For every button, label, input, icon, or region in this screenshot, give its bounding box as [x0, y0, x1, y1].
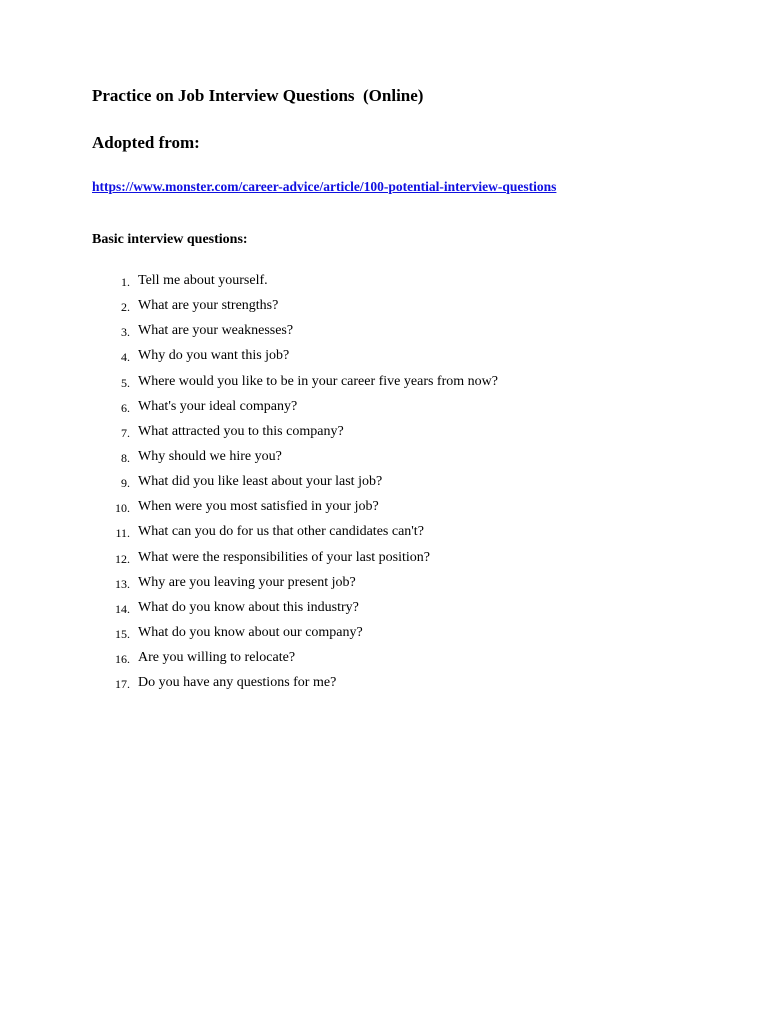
list-item-number: 9.	[121, 476, 130, 491]
list-item-number: 16.	[115, 652, 130, 667]
list-item-number: 5.	[121, 375, 130, 390]
section-heading: Basic interview questions:	[92, 232, 248, 247]
list-item-number: 7.	[121, 425, 130, 440]
list-item-text: What's your ideal company?	[138, 398, 298, 414]
list-item	[0, 322, 768, 347]
list-item	[0, 498, 768, 523]
list-item-text: Do you have any questions for me?	[138, 675, 337, 691]
list-item-text: What are your weaknesses?	[138, 323, 294, 339]
list-item	[0, 549, 768, 574]
page-title: Practice on Job Interview Questions (Online)	[92, 86, 424, 105]
list-item-number: 4.	[121, 350, 130, 365]
list-item-number: 6.	[121, 400, 130, 415]
source-link[interactable]: https://www.monster.com/career-advice/article/100-potential-interview-questions	[92, 179, 557, 194]
list-item-text: What were the responsibilities of your last position?	[138, 549, 430, 565]
list-item-number: 12.	[115, 551, 130, 566]
list-item-number: 8.	[121, 450, 130, 465]
list-item-text: What do you know about our company?	[138, 624, 363, 640]
list-item-text: Why should we hire you?	[138, 448, 282, 464]
list-item-number: 17.	[115, 677, 130, 692]
list-item	[0, 398, 768, 423]
list-item-number: 3.	[121, 325, 130, 340]
list-item-number: 15.	[115, 626, 130, 641]
list-item-text: What attracted you to this company?	[138, 423, 344, 439]
list-item-number: 11.	[115, 526, 130, 541]
list-item	[0, 272, 768, 297]
list-item	[0, 473, 768, 498]
list-item-text: What are your strengths?	[138, 298, 279, 314]
list-item-number: 13.	[115, 576, 130, 591]
list-item-number: 10.	[115, 501, 130, 516]
list-item-number: 1.	[121, 275, 130, 289]
list-item-text: When were you most satisfied in your job?	[138, 499, 379, 515]
list-item-text: What do you know about this industry?	[138, 599, 359, 615]
question-list	[0, 272, 768, 699]
list-item	[0, 674, 768, 699]
list-item	[0, 649, 768, 674]
list-item-number: 14.	[115, 601, 130, 616]
list-item	[0, 574, 768, 599]
list-item-text: Why do you want this job?	[138, 348, 290, 364]
list-item	[0, 599, 768, 624]
list-item	[0, 523, 768, 548]
adopted-from-label: Adopted from:	[92, 133, 200, 152]
list-item	[0, 347, 768, 372]
list-item	[0, 373, 768, 398]
list-item-text: What can you do for us that other candidates can't?	[138, 524, 424, 540]
list-item-text: Are you willing to relocate?	[138, 650, 296, 666]
list-item-number: 2.	[121, 300, 130, 315]
list-item	[0, 297, 768, 322]
list-item	[0, 423, 768, 448]
list-item-text: Tell me about yourself.	[138, 273, 268, 288]
list-item-text: What did you like least about your last job?	[138, 474, 383, 490]
list-item-text: Why are you leaving your present job?	[138, 574, 356, 590]
list-item-text: Where would you like to be in your career five years from now?	[138, 373, 498, 389]
list-item	[0, 448, 768, 473]
list-item	[0, 624, 768, 649]
